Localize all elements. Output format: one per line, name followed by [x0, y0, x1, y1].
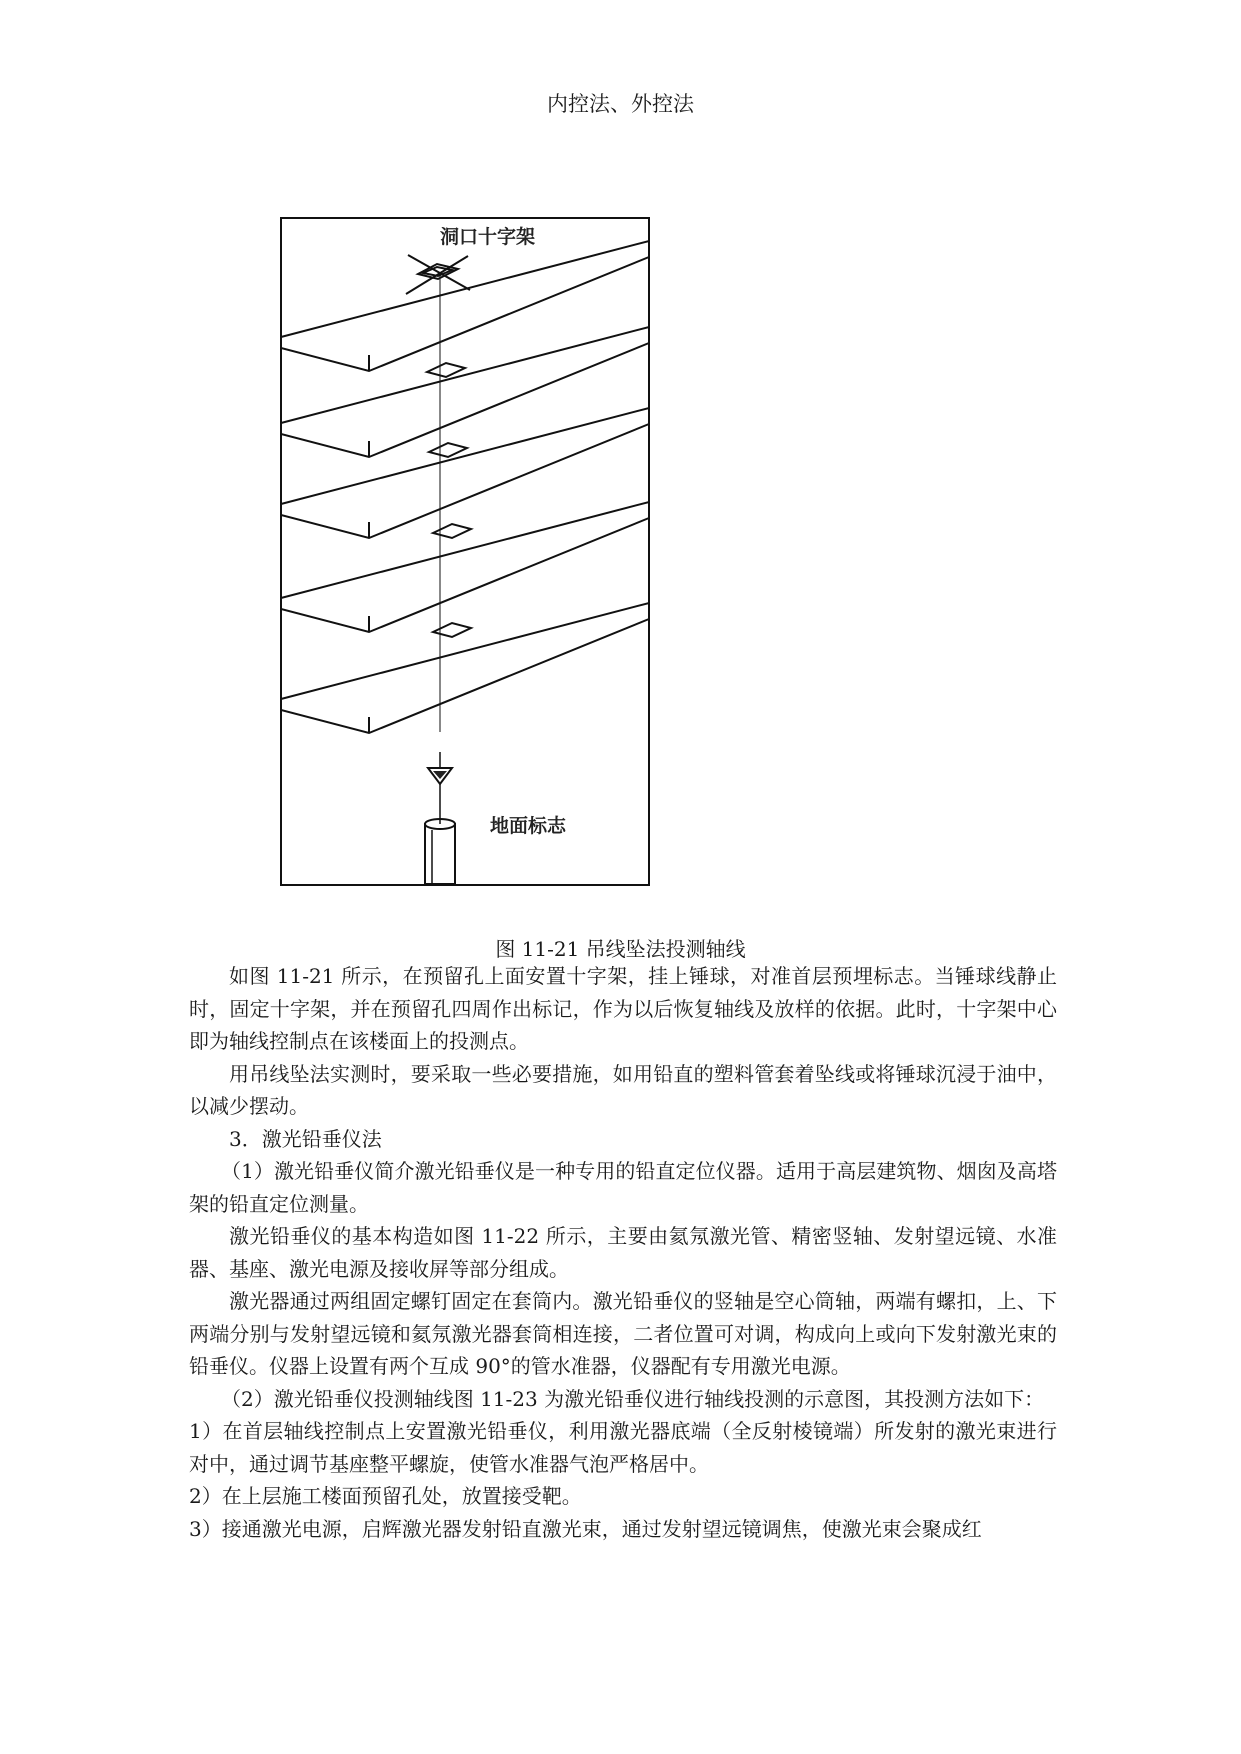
ground-mark-label: 地面标志: [490, 815, 567, 837]
paragraph: 激光器通过两组固定螺钉固定在套筒内。激光铅垂仪的竖轴是空心筒轴，两端有螺扣，上、下两端分别与发射望远镜和氦氖激光器套筒相连接，二者位置可对调，构成向上或向下发射激光束的铅垂仪。仪器上设置有两个互成 90°的管水准器，仪器配有专用激光电源。: [189, 1289, 1057, 1378]
list-item: 3）接通激光电源，启辉激光器发射铅直激光束，通过发射望远镜调焦，使激光束会聚成红: [189, 1516, 982, 1541]
paragraph: 激光铅垂仪的基本构造如图 11-22 所示，主要由氦氖激光管、精密竖轴、发射望远镜、水准器、基座、激光电源及接收屏等部分组成。: [189, 1224, 1057, 1281]
page-header: 内控法、外控法: [547, 92, 694, 116]
paragraph: 如图 11-21 所示，在预留孔上面安置十字架，挂上锤球，对准首层预埋标志。当锤球线静止时，固定十字架，并在预留孔四周作出标记，作为以后恢复轴线及放样的依据。此时，十字架中心即为轴线控制点在该楼面上的投测点。: [189, 964, 1057, 1053]
plumb-line-figure: [280, 212, 654, 892]
figure-caption: 图 11-21 吊线坠法投测轴线: [495, 937, 746, 961]
paragraph: （1）激光铅垂仪简介激光铅垂仪是一种专用的铅直定位仪器。适用于高层建筑物、烟囱及高塔架的铅直定位测量。: [189, 1159, 1057, 1216]
paragraph: 用吊线坠法实测时，要采取一些必要措施，如用铅直的塑料管套着坠线或将锤球沉浸于油中，以减少摆动。: [189, 1061, 1057, 1118]
list-item: 1）在首层轴线控制点上安置激光铅垂仪，利用激光器底端（全反射棱镜端）所发射的激光束进行对中，通过调节基座整平螺旋，使管水准器气泡严格居中。: [189, 1419, 1057, 1476]
paragraph: （2）激光铅垂仪投测轴线图 11-23 为激光铅垂仪进行轴线投测的示意图，其投测方法如下：: [221, 1386, 1045, 1411]
list-item: 2）在上层施工楼面预留孔处，放置接受靶。: [189, 1484, 582, 1508]
cross-frame-label: 洞口十字架: [440, 226, 536, 248]
body-text: [189, 960, 1057, 1545]
section-heading: 3．激光铅垂仪法: [229, 1126, 382, 1151]
